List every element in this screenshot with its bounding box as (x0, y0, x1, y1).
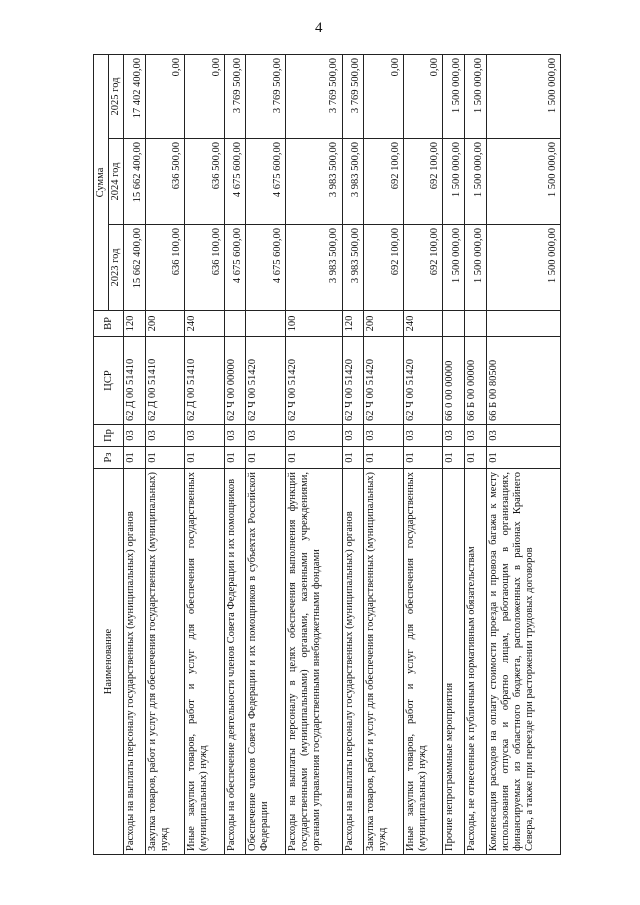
page-number: 4 (315, 20, 323, 36)
cell-rz: 01 (403, 447, 442, 469)
cell-csr: 62 Д 00 51410 (145, 337, 184, 425)
cell-y2025: 17 402 400,00 (124, 54, 146, 138)
table-row (486, 54, 560, 854)
cell-y2024: 1 500 000,00 (464, 139, 486, 225)
cell-pr: 03 (185, 425, 224, 447)
cell-pr: 03 (124, 425, 146, 447)
cell-csr: 66 Б 00 00000 (464, 337, 486, 425)
cell-y2023: 4 675 600,00 (224, 225, 246, 311)
rotated-table-container (93, 55, 561, 855)
cell-pr: 03 (403, 425, 442, 447)
cell-vr: 120 (124, 311, 146, 337)
budget-table (93, 54, 561, 855)
table-row (285, 54, 342, 854)
cell-vr (224, 311, 246, 337)
cell-name: Закупка товаров, работ и услуг для обеспечения государственных (муниципальных) нужд (145, 469, 184, 855)
header-csr: ЦСР (94, 337, 124, 425)
cell-pr: 03 (224, 425, 246, 447)
header-2023: 2023 год (109, 225, 124, 311)
cell-y2023: 692 100,00 (403, 225, 442, 311)
cell-y2023: 1 500 000,00 (464, 225, 486, 311)
table-row (224, 54, 246, 854)
cell-name: Обеспечение членов Совета Федерации и их помощников в субъектах Российской Федерации (246, 469, 285, 855)
cell-y2023: 4 675 600,00 (246, 225, 285, 311)
cell-rz: 01 (224, 447, 246, 469)
table-row (145, 54, 184, 854)
cell-y2024: 1 500 000,00 (442, 139, 464, 225)
header-sum: Сумма (94, 54, 109, 310)
cell-csr: 66 Б 00 80500 (486, 337, 560, 425)
table-row (185, 54, 224, 854)
cell-y2023: 15 662 400,00 (124, 225, 146, 311)
cell-vr: 100 (285, 311, 342, 337)
cell-y2024: 692 100,00 (403, 139, 442, 225)
cell-vr (442, 311, 464, 337)
header-rz: Рз (94, 447, 124, 469)
cell-rz: 01 (464, 447, 486, 469)
cell-y2023: 636 100,00 (185, 225, 224, 311)
cell-name: Компенсация расходов на оплату стоимости проезда и провоза багажа к месту использования отпуска и обратно лицам, работающим в организациях, финансируемых из областного бюджета, расположенных в районах Крайнего Севера, а также при переезде при расторжении трудовых договоров (486, 469, 560, 855)
cell-y2024: 4 675 600,00 (224, 139, 246, 225)
cell-name: Закупка товаров, работ и услуг для обеспечения государственных (муниципальных) нужд (364, 469, 403, 855)
cell-y2023: 3 983 500,00 (342, 225, 364, 311)
cell-vr (486, 311, 560, 337)
cell-name: Расходы, не отнесенные к публичным нормативным обязательствам (464, 469, 486, 855)
table-row (246, 54, 285, 854)
cell-name: Расходы на обеспечение деятельности членов Совета Федерации и их помощников (224, 469, 246, 855)
cell-rz: 01 (342, 447, 364, 469)
cell-csr: 62 Ч 00 51420 (364, 337, 403, 425)
table-row (342, 54, 364, 854)
cell-y2025: 1 500 000,00 (442, 54, 464, 138)
cell-y2025: 0,00 (364, 54, 403, 138)
cell-pr: 03 (486, 425, 560, 447)
cell-pr: 03 (364, 425, 403, 447)
cell-y2025: 3 769 500,00 (342, 54, 364, 138)
table-row (364, 54, 403, 854)
cell-y2024: 3 983 500,00 (342, 139, 364, 225)
cell-csr: 62 Ч 00 51420 (285, 337, 342, 425)
cell-pr: 03 (464, 425, 486, 447)
header-2025: 2025 год (109, 54, 124, 138)
cell-y2025: 3 769 500,00 (246, 54, 285, 138)
cell-csr: 62 Д 00 51410 (124, 337, 146, 425)
cell-y2023: 1 500 000,00 (442, 225, 464, 311)
cell-rz: 01 (185, 447, 224, 469)
table-body (124, 54, 561, 854)
cell-vr (464, 311, 486, 337)
header-name: Наименование (94, 469, 124, 855)
cell-y2025: 3 769 500,00 (224, 54, 246, 138)
cell-vr: 240 (185, 311, 224, 337)
cell-y2023: 692 100,00 (364, 225, 403, 311)
cell-csr: 62 Ч 00 00000 (224, 337, 246, 425)
cell-rz: 01 (285, 447, 342, 469)
cell-name: Расходы на выплаты персоналу в целях обеспечения выполнения функций государственными (муниципальными) органами, казенными учреждениями, органами управления государственными внебюджетными фондами (285, 469, 342, 855)
cell-pr: 03 (246, 425, 285, 447)
cell-rz: 01 (486, 447, 560, 469)
cell-y2023: 636 100,00 (145, 225, 184, 311)
cell-csr: 62 Ч 00 51420 (342, 337, 364, 425)
cell-name: Расходы на выплаты персоналу государственных (муниципальных) органов (342, 469, 364, 855)
header-pr: Пр (94, 425, 124, 447)
cell-rz: 01 (246, 447, 285, 469)
cell-y2024: 4 675 600,00 (246, 139, 285, 225)
cell-vr: 120 (342, 311, 364, 337)
cell-y2024: 692 100,00 (364, 139, 403, 225)
cell-csr: 62 Ч 00 51420 (246, 337, 285, 425)
cell-csr: 62 Ч 00 51420 (403, 337, 442, 425)
cell-pr: 03 (285, 425, 342, 447)
cell-name: Прочие непрограммные мероприятия (442, 469, 464, 855)
cell-y2025: 1 500 000,00 (486, 54, 560, 138)
cell-y2025: 3 769 500,00 (285, 54, 342, 138)
cell-name: Иные закупки товаров, работ и услуг для обеспечения государственных (муниципальных) нужд (185, 469, 224, 855)
cell-rz: 01 (145, 447, 184, 469)
table-row (442, 54, 464, 854)
cell-csr: 62 Д 00 51410 (185, 337, 224, 425)
header-vr: ВР (94, 311, 124, 337)
cell-pr: 03 (442, 425, 464, 447)
cell-y2024: 1 500 000,00 (486, 139, 560, 225)
table-row (124, 54, 146, 854)
header-row-1 (94, 54, 109, 854)
cell-y2025: 1 500 000,00 (464, 54, 486, 138)
cell-y2025: 0,00 (403, 54, 442, 138)
cell-pr: 03 (145, 425, 184, 447)
cell-y2023: 3 983 500,00 (285, 225, 342, 311)
cell-y2024: 636 500,00 (145, 139, 184, 225)
cell-y2023: 1 500 000,00 (486, 225, 560, 311)
table-row (403, 54, 442, 854)
cell-y2025: 0,00 (145, 54, 184, 138)
cell-y2024: 15 662 400,00 (124, 139, 146, 225)
cell-name: Иные закупки товаров, работ и услуг для обеспечения государственных (муниципальных) нужд (403, 469, 442, 855)
cell-rz: 01 (124, 447, 146, 469)
cell-y2024: 3 983 500,00 (285, 139, 342, 225)
cell-vr: 240 (403, 311, 442, 337)
cell-rz: 01 (364, 447, 403, 469)
cell-y2025: 0,00 (185, 54, 224, 138)
cell-csr: 66 0 00 00000 (442, 337, 464, 425)
cell-vr: 200 (364, 311, 403, 337)
cell-rz: 01 (442, 447, 464, 469)
cell-vr (246, 311, 285, 337)
cell-y2024: 636 500,00 (185, 139, 224, 225)
table-row (464, 54, 486, 854)
header-2024: 2024 год (109, 139, 124, 225)
cell-name: Расходы на выплаты персоналу государственных (муниципальных) органов (124, 469, 146, 855)
cell-vr: 200 (145, 311, 184, 337)
cell-pr: 03 (342, 425, 364, 447)
